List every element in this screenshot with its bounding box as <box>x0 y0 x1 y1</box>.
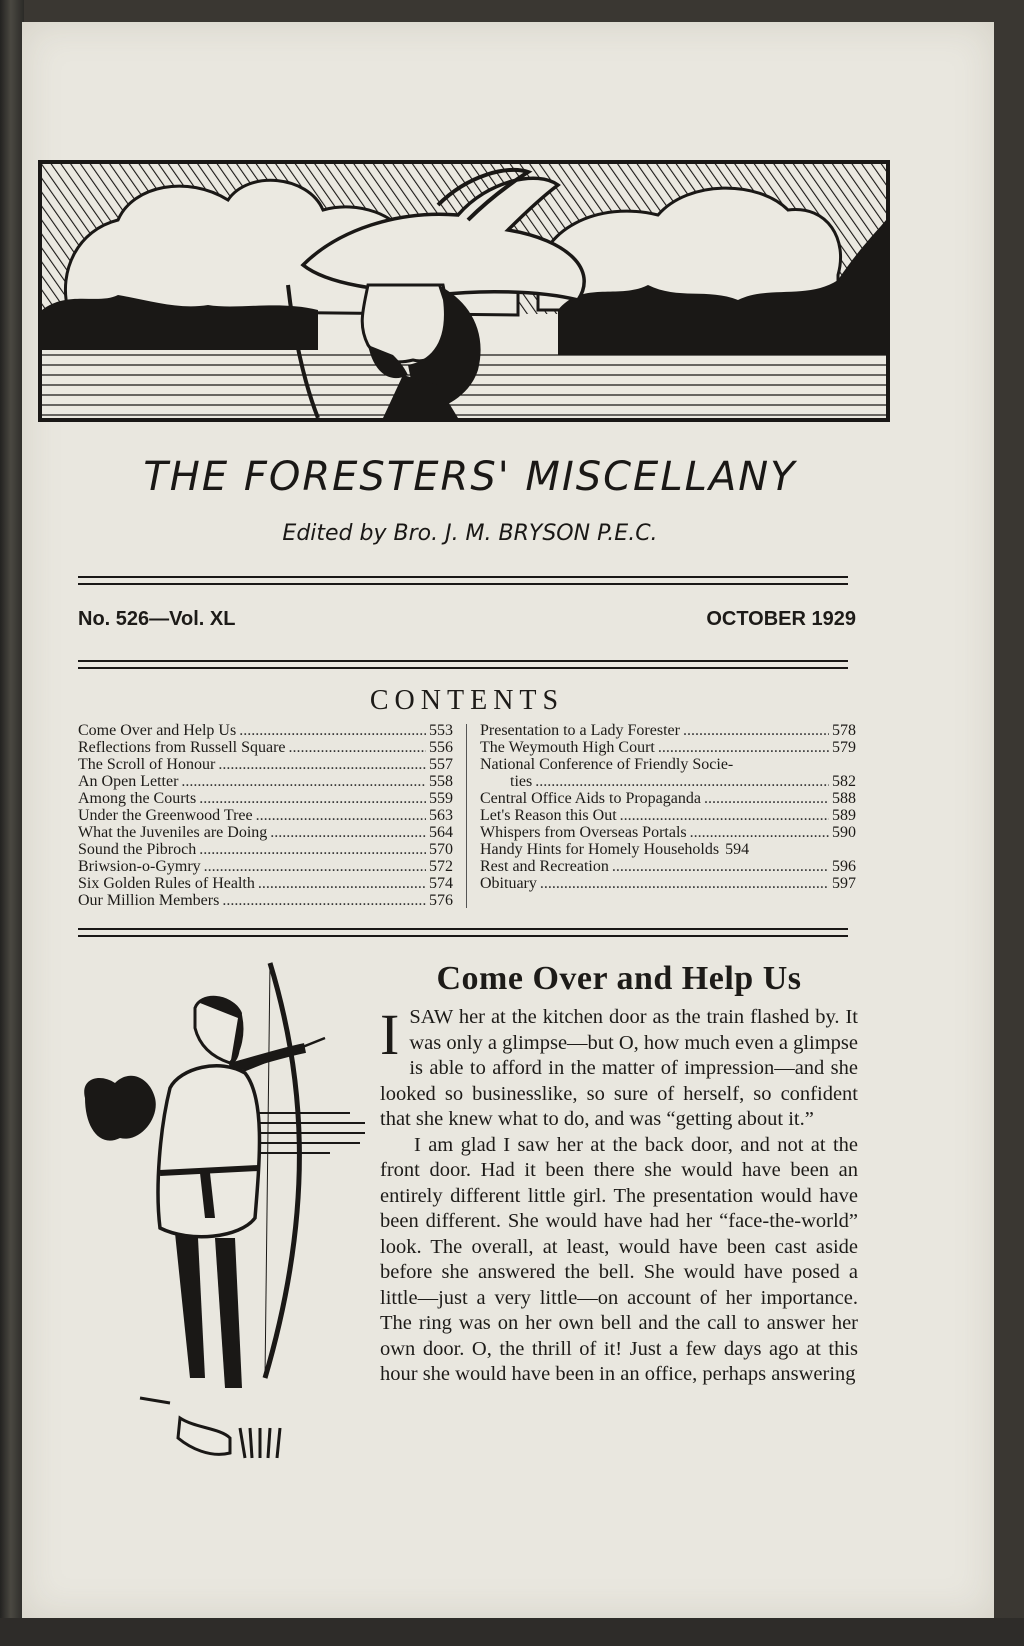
toc-divider <box>466 724 467 908</box>
toc-entry-page: 564 <box>429 824 453 841</box>
toc-leader <box>620 807 829 824</box>
toc-entry-title: Central Office Aids to Propaganda <box>480 790 701 807</box>
drop-cap: I <box>380 1002 400 1067</box>
toc-leader <box>239 722 426 739</box>
toc-leader <box>199 790 426 807</box>
toc-entry-title: Our Million Members <box>78 892 220 909</box>
toc-entry[interactable] <box>480 756 856 773</box>
toc-entry-page: 588 <box>832 790 856 807</box>
toc-entry-title: ties <box>510 773 533 790</box>
toc-entry[interactable] <box>480 841 856 858</box>
toc-leader <box>535 773 829 790</box>
toc-leader <box>289 739 426 756</box>
toc-entry-title: Come Over and Help Us <box>78 722 237 739</box>
toc-entry[interactable] <box>480 858 856 875</box>
toc-entry-title: The Scroll of Honour <box>78 756 216 773</box>
toc-entry-title: Sound the Pibroch <box>78 841 197 858</box>
toc-entry-page: 576 <box>429 892 453 909</box>
magazine-title: THE FORESTERS' MISCELLANY <box>143 454 797 500</box>
toc-entry-page: 594 <box>725 841 750 858</box>
toc-entry-page: 590 <box>832 824 856 841</box>
toc-entry[interactable] <box>78 739 453 756</box>
toc-entry-title: National Conference of Friendly Socie- <box>480 756 734 773</box>
toc-right-column <box>480 722 856 892</box>
toc-entry-page: 596 <box>832 858 856 875</box>
article-paragraph <box>380 1002 858 1133</box>
toc-leader <box>222 892 426 909</box>
toc-entry-title: Six Golden Rules of Health <box>78 875 255 892</box>
toc-entry-page: 553 <box>429 722 453 739</box>
toc-entry-title: Let's Reason this Out <box>480 807 617 824</box>
toc-leader <box>204 858 426 875</box>
toc-leader <box>199 841 426 858</box>
toc-leader <box>540 875 829 892</box>
toc-entry-title: Rest and Recreation <box>480 858 609 875</box>
scan-background <box>0 1618 1024 1646</box>
toc-entry[interactable] <box>78 807 453 824</box>
archer-illustration <box>80 958 370 1510</box>
article-paragraph: I am glad I saw her at the back door, and not at the front door. Had it been there she would have been an entirely different little girl. The presentation would have been different. She would have had her “face-the-world” look. The overall, at least, would have been cast aside before she answered the bell. She would have posed a little—just a very little—on account of her importance. The ring was on her own bell and the call to answer her own door. O, the thrill of it! Just a few days ago at this hour she would have been in an office, perhaps answering <box>380 1133 858 1385</box>
toc-entry-page: 556 <box>429 739 453 756</box>
toc-leader <box>612 858 829 875</box>
toc-entry[interactable] <box>480 824 856 841</box>
toc-leader <box>270 824 426 841</box>
toc-entry[interactable] <box>78 892 453 909</box>
toc-entry-page: 578 <box>832 722 856 739</box>
toc-entry-page: 570 <box>429 841 453 858</box>
toc-entry-page: 558 <box>429 773 453 790</box>
toc-entry[interactable] <box>480 875 856 892</box>
toc-entry-title: Whispers from Overseas Portals <box>480 824 687 841</box>
toc-entry-title: Under the Greenwood Tree <box>78 807 253 824</box>
toc-leader <box>256 807 426 824</box>
contents-heading: CONTENTS <box>369 685 565 716</box>
toc-entry-page: 597 <box>832 875 856 892</box>
toc-entry-title: Obituary <box>480 875 537 892</box>
toc-entry[interactable] <box>78 841 453 858</box>
toc-entry-page: 563 <box>429 807 453 824</box>
toc-entry-title: The Weymouth High Court <box>480 739 655 756</box>
toc-entry[interactable] <box>78 756 453 773</box>
toc-entry-title: What the Juveniles are Doing <box>78 824 268 841</box>
toc-entry-title: Presentation to a Lady Forester <box>480 722 680 739</box>
toc-leader <box>690 824 829 841</box>
toc-entry[interactable] <box>78 790 453 807</box>
toc-entry-title: Handy Hints for Homely Households <box>480 841 720 858</box>
toc-entry[interactable] <box>78 773 453 790</box>
article-paragraph-text: SAW her at the kitchen door as the train flashed by. It was only a glimpse—but O, how much even a glimpse is able to afford in the matter of impression—and she looked so businesslike, so sure of herself, so confident that she knew what to do, and was “getting about it.” <box>380 1006 858 1130</box>
toc-entry[interactable] <box>480 739 856 756</box>
toc-entry-page: 574 <box>429 875 453 892</box>
toc-entry[interactable] <box>78 722 453 739</box>
toc-entry-title: Briwsion-o-Gymry <box>78 858 201 875</box>
toc-entry-page: 579 <box>832 739 856 756</box>
issue-date: OCTOBER 1929 <box>706 608 856 630</box>
toc-entry[interactable] <box>480 773 856 790</box>
article-title: Come Over and Help Us <box>436 960 802 997</box>
toc-entry[interactable] <box>480 722 856 739</box>
forester-banner-illustration <box>38 160 890 422</box>
toc-entry-page: 559 <box>429 790 453 807</box>
double-rule-middle <box>78 660 848 669</box>
toc-leader <box>683 722 829 739</box>
toc-leader <box>181 773 426 790</box>
toc-leader <box>258 875 426 892</box>
toc-entry[interactable] <box>78 875 453 892</box>
double-rule-bottom <box>78 928 848 937</box>
toc-entry-title: An Open Letter <box>78 773 179 790</box>
toc-entry[interactable] <box>480 790 856 807</box>
toc-leader <box>218 756 426 773</box>
toc-entry-page: 572 <box>429 858 453 875</box>
book-spine <box>0 0 24 1646</box>
toc-entry-page: 582 <box>832 773 856 790</box>
editor-credit: Edited by Bro. J. M. BRYSON P.E.C. <box>282 521 658 546</box>
toc-entry-page: 589 <box>832 807 856 824</box>
toc-leader <box>658 739 829 756</box>
toc-entry-title: Among the Courts <box>78 790 197 807</box>
toc-leader <box>704 790 829 807</box>
toc-entry[interactable] <box>78 824 453 841</box>
double-rule-top <box>78 576 848 585</box>
article-body <box>380 1002 858 1388</box>
toc-entry-page: 557 <box>429 756 453 773</box>
issue-number: No. 526—Vol. XL <box>78 608 236 630</box>
toc-entry[interactable] <box>78 858 453 875</box>
toc-left-column <box>78 722 453 909</box>
toc-entry[interactable] <box>480 807 856 824</box>
toc-entry-title: Reflections from Russell Square <box>78 739 286 756</box>
